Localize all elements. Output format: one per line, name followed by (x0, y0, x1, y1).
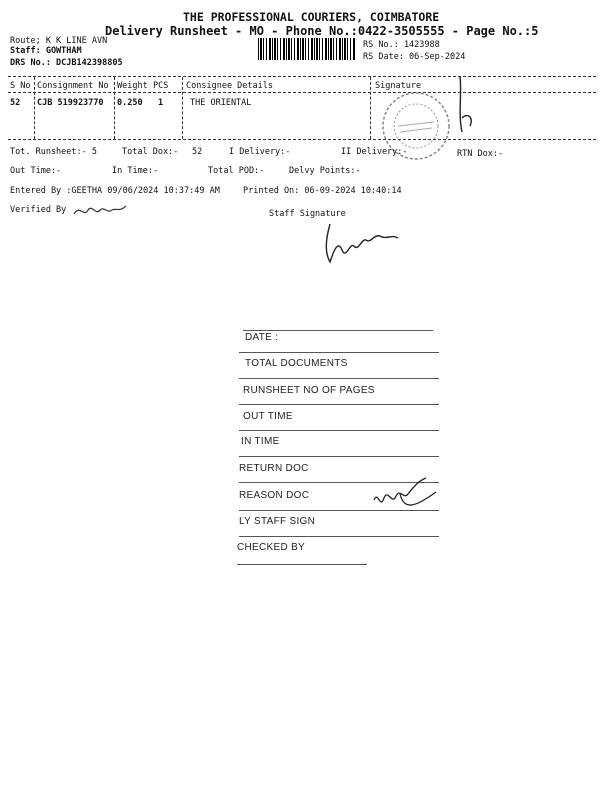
table-top-rule (8, 76, 596, 77)
stamp-total-documents: TOTAL DOCUMENTS (245, 358, 348, 369)
total-dox-value: 52 (192, 147, 203, 157)
total-dox: Total Dox:- (122, 147, 179, 157)
staff-signature (316, 220, 400, 266)
stamp-staff-sign: LY STAFF SIGN (239, 516, 316, 527)
col-header-sno: S No (10, 81, 31, 91)
stamp-in-time: IN TIME (241, 436, 280, 447)
i-delivery: I Delivery:- (229, 147, 291, 157)
col-divider (34, 77, 35, 139)
table-header-rule (8, 92, 596, 93)
stamp-date: DATE : (245, 332, 279, 343)
rs-date: RS Date: 06-Sep-2024 (363, 52, 466, 62)
row-consignee: THE ORIENTAL (190, 98, 252, 108)
stamp-checked-by: CHECKED BY (237, 542, 306, 553)
tot-runsheet: Tot. Runsheet:- 5 (10, 147, 97, 157)
route-label: Route; K K LINE AVN (10, 36, 108, 46)
out-time: Out Time:- (10, 166, 62, 176)
consignee-signature (440, 74, 480, 138)
company-title: THE PROFESSIONAL COURIERS, COIMBATORE (183, 10, 440, 24)
barcode (258, 38, 356, 60)
delvy-points: Delvy Points:- (289, 166, 361, 176)
stamp-reason-doc: REASON DOC (239, 490, 310, 501)
rtn-dox: RTN Dox:- (457, 149, 504, 159)
row-pcs: 1 (158, 98, 164, 108)
entered-by: Entered By :GEETHA 09/06/2024 10:37:49 AM (10, 186, 220, 196)
col-header-weight: Weight (117, 81, 148, 91)
stamp-return-doc: RETURN DOC (239, 463, 309, 474)
row-consignment: CJB 519923770 (37, 98, 104, 108)
col-divider (114, 77, 115, 139)
ii-delivery: II Delivery:- (341, 147, 408, 157)
drs-number: DRS No.: DCJB142398805 (10, 58, 123, 68)
table-bottom-rule (8, 139, 596, 140)
printed-on: Printed On: 06-09-2024 10:40:14 (243, 186, 402, 196)
staff-signature-label: Staff Signature (269, 209, 346, 219)
stamp-signature (370, 470, 440, 520)
row-sno: 52 (10, 98, 21, 108)
runsheet-subtitle: Delivery Runsheet - MO - Phone No.:0422-3505555 - Page No.:5 (105, 24, 539, 38)
col-header-consignee: Consignee Details (186, 81, 273, 91)
staff-label: Staff: GOWTHAM (10, 46, 82, 56)
col-divider (370, 77, 371, 139)
row-weight: 0.250 (117, 98, 143, 108)
col-header-consignment: Consignment No (37, 81, 109, 91)
total-pod: Total POD:- (208, 166, 265, 176)
col-divider (182, 77, 183, 139)
verifier-signature (72, 200, 128, 222)
office-stamp (233, 322, 443, 572)
col-header-signature: Signature (375, 81, 422, 91)
stamp-out-time: OUT TIME (243, 411, 293, 422)
rs-number: RS No.: 1423988 (363, 40, 440, 50)
stamp-runsheet-pages: RUNSHEET NO OF PAGES (243, 385, 375, 396)
in-time: In Time:- (112, 166, 159, 176)
verified-by: Verified By (10, 205, 67, 215)
col-header-pcs: PCS (153, 81, 169, 91)
